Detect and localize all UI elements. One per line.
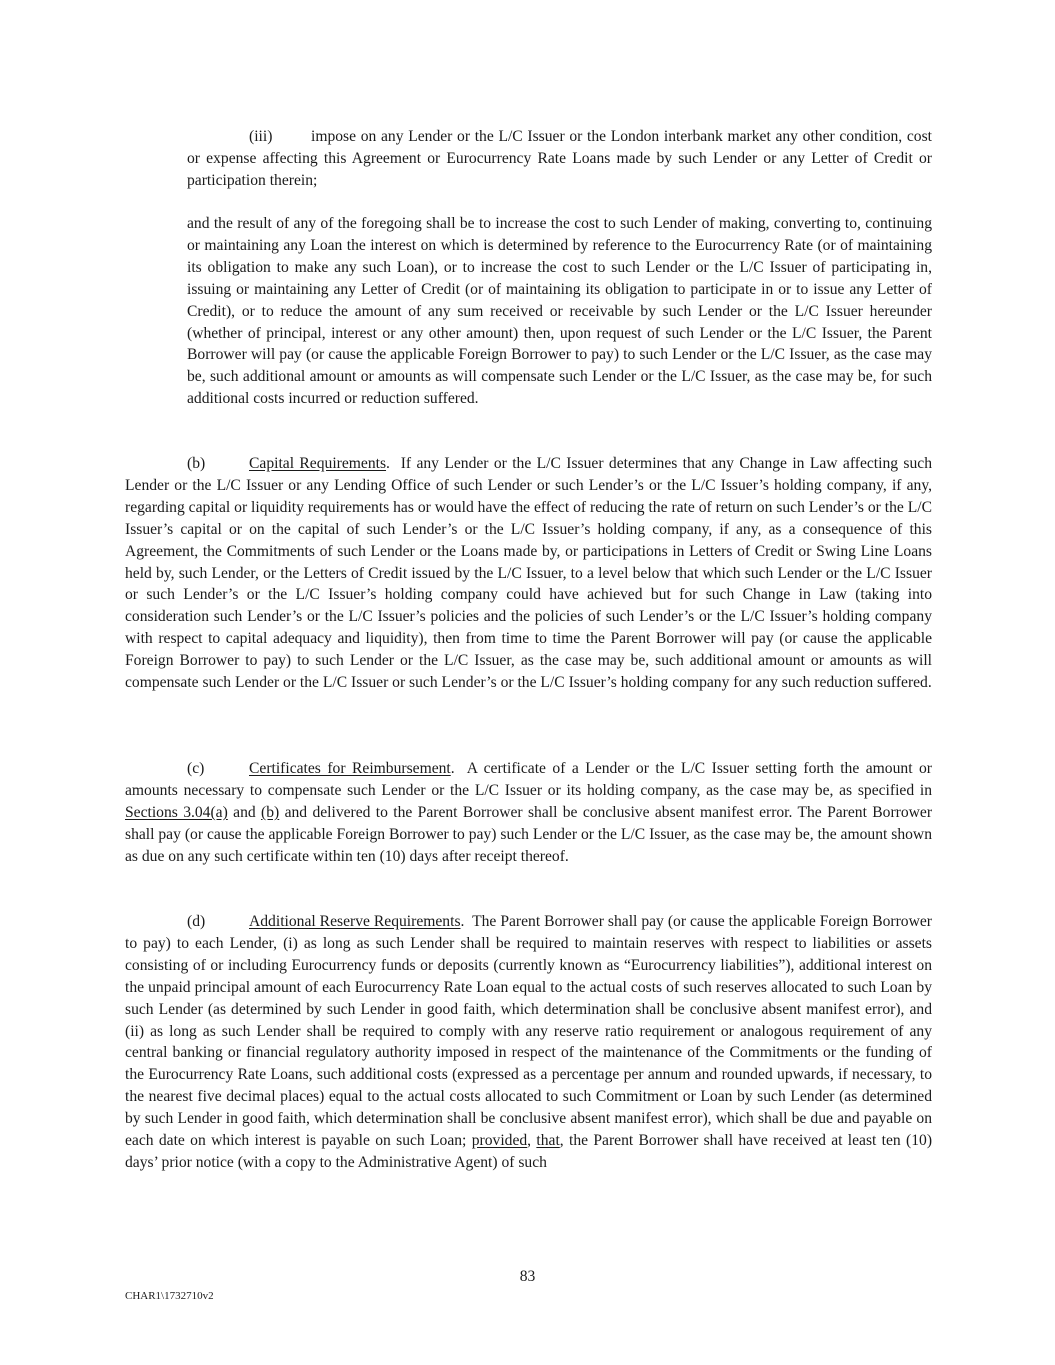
section-c-text-1: A certificate of a Lender or the L/C Issuer setting forth the amount or amounts necessary to compensate such Lender or the L/C Issuer or its holding company, as the case may be, as specified in: [125, 760, 932, 799]
section-b: (b) Capital Requirements. If any Lender or the L/C Issuer determines that any Change in Law affecting such Lender or the L/C Issuer or any Lending Office of such Lender or such Lender’s or the L/C Issuer’s holding company, if any, regarding capital or liquidity requirements has or would have the effect of reducing the rate of return on such Lender’s or the L/C Issuer’s capital or on the capital of such Lender’s or the L/C Issuer’s holding company, if any, as a consequence of this Agreement, the Commitments of such Lender or the Loans made by, or participations in Letters of Credit or Swing Line Loans held by, such Lender, or the Letters of Credit issued by the L/C Issuer, to a level below that which such Lender or the L/C Issuer or such Lender’s or the L/C Issuer’s holding company could have achieved but for such Change in Law (taking into consideration such Lender’s or the L/C Issuer’s policies and the policies of such Lender’s or the L/C Issuer’s holding company with respect to capital adequacy and liquidity), then from time to time the Parent Borrower will pay (or cause the applicable Foreign Borrower to pay) to such Lender or the L/C Issuer, as the case may be, such additional amount or amounts as will compensate such Lender or the L/C Issuer or such Lender’s or the L/C Issuer’s holding company for any such reduction suffered.: [125, 455, 933, 692]
section-ref-3-04-a: Sections 3.04(a): [125, 803, 228, 821]
document-id: CHAR1\1732710v2: [125, 1290, 214, 1302]
clause-iii: [187, 126, 932, 192]
section-d-text-1: The Parent Borrower shall pay (or cause the applicable Foreign Borrower to pay) to each Lender, (i) as long as such Lender shall be required to maintain reserves with respect to liabilities or assets consisting of or including Eurocurrency funds or deposits (currently known as “Eurocurrency liabilities”), additional interest on the unpaid principal amount of each Eurocurrency Rate Loan equal to the actual costs of such reserves allocated to such Loan by such Lender (as determined by such Lender in good faith, which determination shall be conclusive absent manifest error), and (ii) as long as such Lender shall be required to comply with any reserve ratio requirement or analogous requirement of any central banking or financial regulatory authority imposed in respect of the maintenance of the Commitments or the funding of the Eurocurrency Rate Loans, such additional costs (expressed as a percentage per annum and rounded upwards, if necessary, to the nearest five decimal places) equal to the actual costs allocated to such Commitment or Loan by such Lender (as determined by such Lender in good faith, which determination shall be conclusive absent manifest error), which shall be due and payable on each date on which interest is payable on such Loan;: [125, 913, 932, 1150]
section-c: (c) Certificates for Reimbursement. A certificate of a Lender or the L/C Issuer setting forth the amount or amounts necessary to compensate such Lender or the L/C Issuer or its holding company, as the case may be, as specified in Sections 3.04(a) and (b) and delivered to the Parent Borrower shall be conclusive absent manifest error. The Parent Borrower shall pay (or cause the applicable Foreign Borrower to pay) such Lender or the L/C Issuer, as the case may be, the amount shown as due on any such certificate within ten (10) days after receipt thereof.: [125, 760, 933, 865]
result-paragraph: and the result of any of the foregoing shall be to increase the cost to such Lender of making, converting to, continuing or maintaining any Loan the interest on which is determined by reference to the Eurocurrency Rate (or of maintaining its obligation to make any such Loan), or to increase the cost to such Lender or the L/C Issuer of participating in, issuing or maintaining any Letter of Credit (or of maintaining its obligation to participate in or to issue any Letter of Credit), or to reduce the amount of any sum received or receivable by such Lender or the L/C Issuer hereunder (whether of principal, interest or any other amount) then, upon request of such Lender or the L/C Issuer, the Parent Borrower will pay (or cause the applicable Foreign Borrower to pay) to such Lender or the L/C Issuer, as the case may be, such additional amount or amounts as will compensate such Lender or the L/C Issuer, as the case may be, for such additional costs incurred or reduction suffered.: [187, 215, 932, 408]
section-ref-b: (b): [261, 803, 280, 821]
section-d-heading: Additional Reserve Requirements: [249, 913, 461, 930]
section-d: (d) Additional Reserve Requirements. The Parent Borrower shall pay (or cause the applicable Foreign Borrower to pay) to each Lender, (i) as long as such Lender shall be required to maintain reserves with respect to liabilities or assets consisting of or including Eurocurrency funds or deposits (currently known as “Eurocurrency liabilities”), additional interest on the unpaid principal amount of each Eurocurrency Rate Loan equal to the actual costs of such reserves allocated to such Loan by such Lender (as determined by such Lender in good faith, which determination shall be conclusive absent manifest error), and (ii) as long as such Lender shall be required to comply with any reserve ratio requirement or analogous requirement of any central banking or financial regulatory authority imposed in respect of the maintenance of the Commitments or the funding of the Eurocurrency Rate Loans, such additional costs (expressed as a percentage per annum and rounded upwards, if necessary, to the nearest five decimal places) equal to the actual costs allocated to such Commitment or Loan by such Lender (as determined by such Lender in good faith, which determination shall be conclusive absent manifest error), which shall be due and payable on each date on which interest is payable on such Loan; provided, that, the Parent Borrower shall have received at least ten (10) days’ prior notice (with a copy to the Administrative Agent) of such: [125, 913, 933, 1171]
section-b-heading: Capital Requirements: [249, 455, 387, 472]
clause-iii-text: impose on any Lender or the L/C Issuer or the London interbank market any other condition, cost or expense affecting this Agreement or Eurocurrency Rate Loans made by such Lender or any Letter of Credit or participation therein;: [187, 128, 932, 189]
section-c-heading: Certificates for Reimbursement: [249, 760, 451, 777]
clause-iii-label: (iii): [249, 128, 273, 145]
section-c-label: (c): [187, 760, 205, 777]
that-term: that: [536, 1132, 560, 1150]
section-b-label: (b): [187, 455, 206, 472]
section-c-text-3: and delivered to the Parent Borrower shall be conclusive absent manifest error. The Parent Borrower shall pay (or cause the applicable Foreign Borrower to pay) such Lender or the L/C Issuer, as the case may be, the amount shown as due on any such certificate within ten (10) days after receipt thereof.: [125, 803, 933, 865]
section-d-label: (d): [187, 913, 206, 930]
provided-term: provided: [471, 1132, 528, 1150]
section-d-text-2: the Parent Borrower shall have received at least ten (10) days’ prior notice (with a copy to the Administrative Agent) of such: [125, 1132, 933, 1171]
section-b-text: If any Lender or the L/C Issuer determines that any Change in Law affecting such Lender or the L/C Issuer or any Lending Office of such Lender or such Lender’s or the L/C Issuer’s holding company, if any, regarding capital or liquidity requirements has or would have the effect of reducing the rate of return on such Lender’s or the L/C Issuer’s capital or on the capital of such Lender’s or the L/C Issuer’s holding company, if any, as a consequence of this Agreement, the Commitments of such Lender or the Loans made by, or participations in Letters of Credit or Swing Line Loans held by, such Lender, or the Letters of Credit issued by the L/C Issuer, to a level below that which such Lender or the L/C Issuer or such Lender’s or the L/C Issuer’s holding company could have achieved but for such Change in Law (taking into consideration such Lender’s or the L/C Issuer’s policies and the policies of such Lender’s or the L/C Issuer’s holding company with respect to capital adequacy and liquidity), then from time to time the Parent Borrower will pay (or cause the applicable Foreign Borrower to pay) to such Lender or the L/C Issuer, as the case may be, such additional amount or amounts as will compensate such Lender or the L/C Issuer or such Lender’s or the L/C Issuer’s holding company for any such reduction suffered.: [125, 455, 933, 692]
section-c-text-2: and: [233, 803, 256, 821]
page-number: 83: [519, 1268, 536, 1285]
